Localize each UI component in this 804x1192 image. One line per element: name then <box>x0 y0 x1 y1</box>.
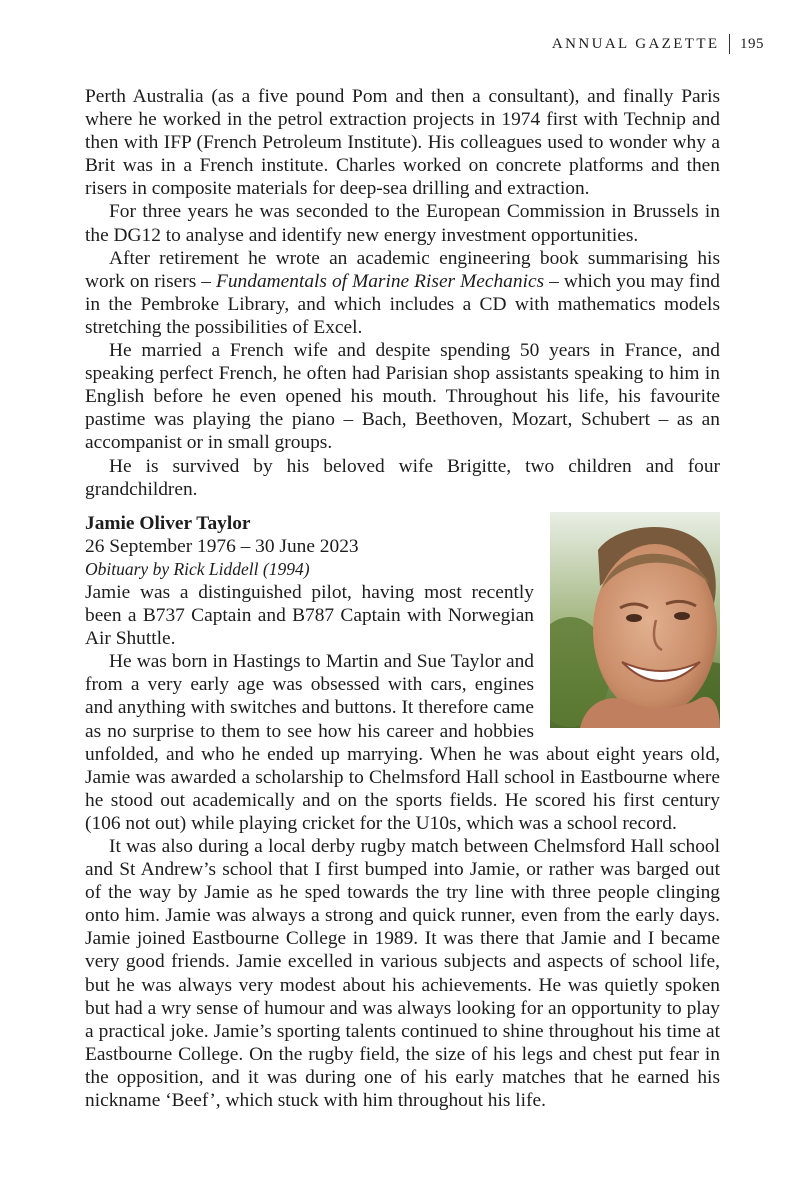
retirement-text-end: which you may find in the Pembroke Library, and which includes a CD with mathematics models stretching the possibilities of Excel. <box>85 270 721 338</box>
obituary-paragraph-2: He was born in Hastings to Martin and Sue Taylor and from a very early age was obsessed with cars, engines and anything with switches and buttons. It therefore came as no surprise to them to see how his career and hobbies unfolded, and who he ended up marrying. When he was about eight years old, Jamie was awarded a scholarship to Chelmsford Hall school in Eastbourne where he stood out academically and on the sports fields. He scored his first century (106 not out) while playing cricket for the U10s, which was a school record. <box>85 651 720 834</box>
portrait-photo <box>550 512 720 728</box>
book-title: Fundamentals of Marine Riser Mechanics <box>216 270 545 292</box>
paragraph-continued: Perth Australia (as a five pound Pom and then a consultant), and finally Paris where he worked in the petrol extraction projects in 1974 first with Technip and then with IFP (French Petroleum Institute). His colleagues used to wonder why a Brit was in a French institute. Charles worked on concrete platforms and then risers in composite materials for deep-sea drilling and extraction. <box>85 86 720 200</box>
paragraph-retirement <box>85 247 720 339</box>
portrait-illustration <box>550 512 720 728</box>
article-body <box>85 85 720 1112</box>
paragraph-marriage: He married a French wife and despite spending 50 years in France, and speaking perfect French, he often had Parisian shop assistants speaking to him in English before he even opened his mouth. Throughout his life, his favourite pastime was playing the piano – Bach, Beethoven, Mozart, Schubert – as an accompanist or in small groups. <box>85 340 720 454</box>
obituary-paragraph-3: It was also during a local derby rugby match between Chelmsford Hall school and St Andrew’s school that I first bumped into Jamie, or rather was barged out of the way by Jamie as he sped towards the try line with three people clinging onto him. Jamie was always a strong and quick runner, even from the early days. Jamie joined Eastbourne College in 1989. It was there that Jamie and I became very good friends. Jamie excelled in various subjects and aspects of school life, but he was always very modest about his achievements. He was quietly spoken but had a wry sense of humour and was always looking for an opportunity to play a practical joke. Jamie’s sporting talents continued to shine throughout his time at Eastbourne College. On the rugby field, the size of his legs and chest put fear in the opposition, and it was during one of his early matches that he earned his nickname ‘Beef’, which stuck with him throughout his life. <box>85 836 720 1112</box>
paragraph-survived: He is survived by his beloved wife Brigitte, two children and four grandchildren. <box>85 455 720 500</box>
obituary-name: Jamie Oliver Taylor <box>85 512 251 534</box>
header-divider <box>729 34 731 54</box>
page-number: 195 <box>740 35 764 52</box>
retirement-text-start: After retirement he wrote an academic engineering book summarising his work on risers – <box>85 247 720 292</box>
running-head <box>552 32 764 56</box>
paragraph-commission: For three years he was seconded to the European Commission in Brussels in the DG12 to analyse and identify new energy investment opportunities. <box>85 201 720 246</box>
obituary-paragraph-1: Jamie was a distinguished pilot, having most recently been a B737 Captain and B787 Captain with Norwegian Air Shuttle. <box>85 581 534 650</box>
obituary-section <box>85 512 720 1112</box>
obituary-byline: Obituary by Rick Liddell (1994) <box>85 558 310 579</box>
publication-title: ANNUAL GAZETTE <box>551 35 720 52</box>
retirement-text-dash: – <box>544 270 559 292</box>
obituary-dates: 26 September 1976 – 30 June 2023 <box>85 535 359 557</box>
